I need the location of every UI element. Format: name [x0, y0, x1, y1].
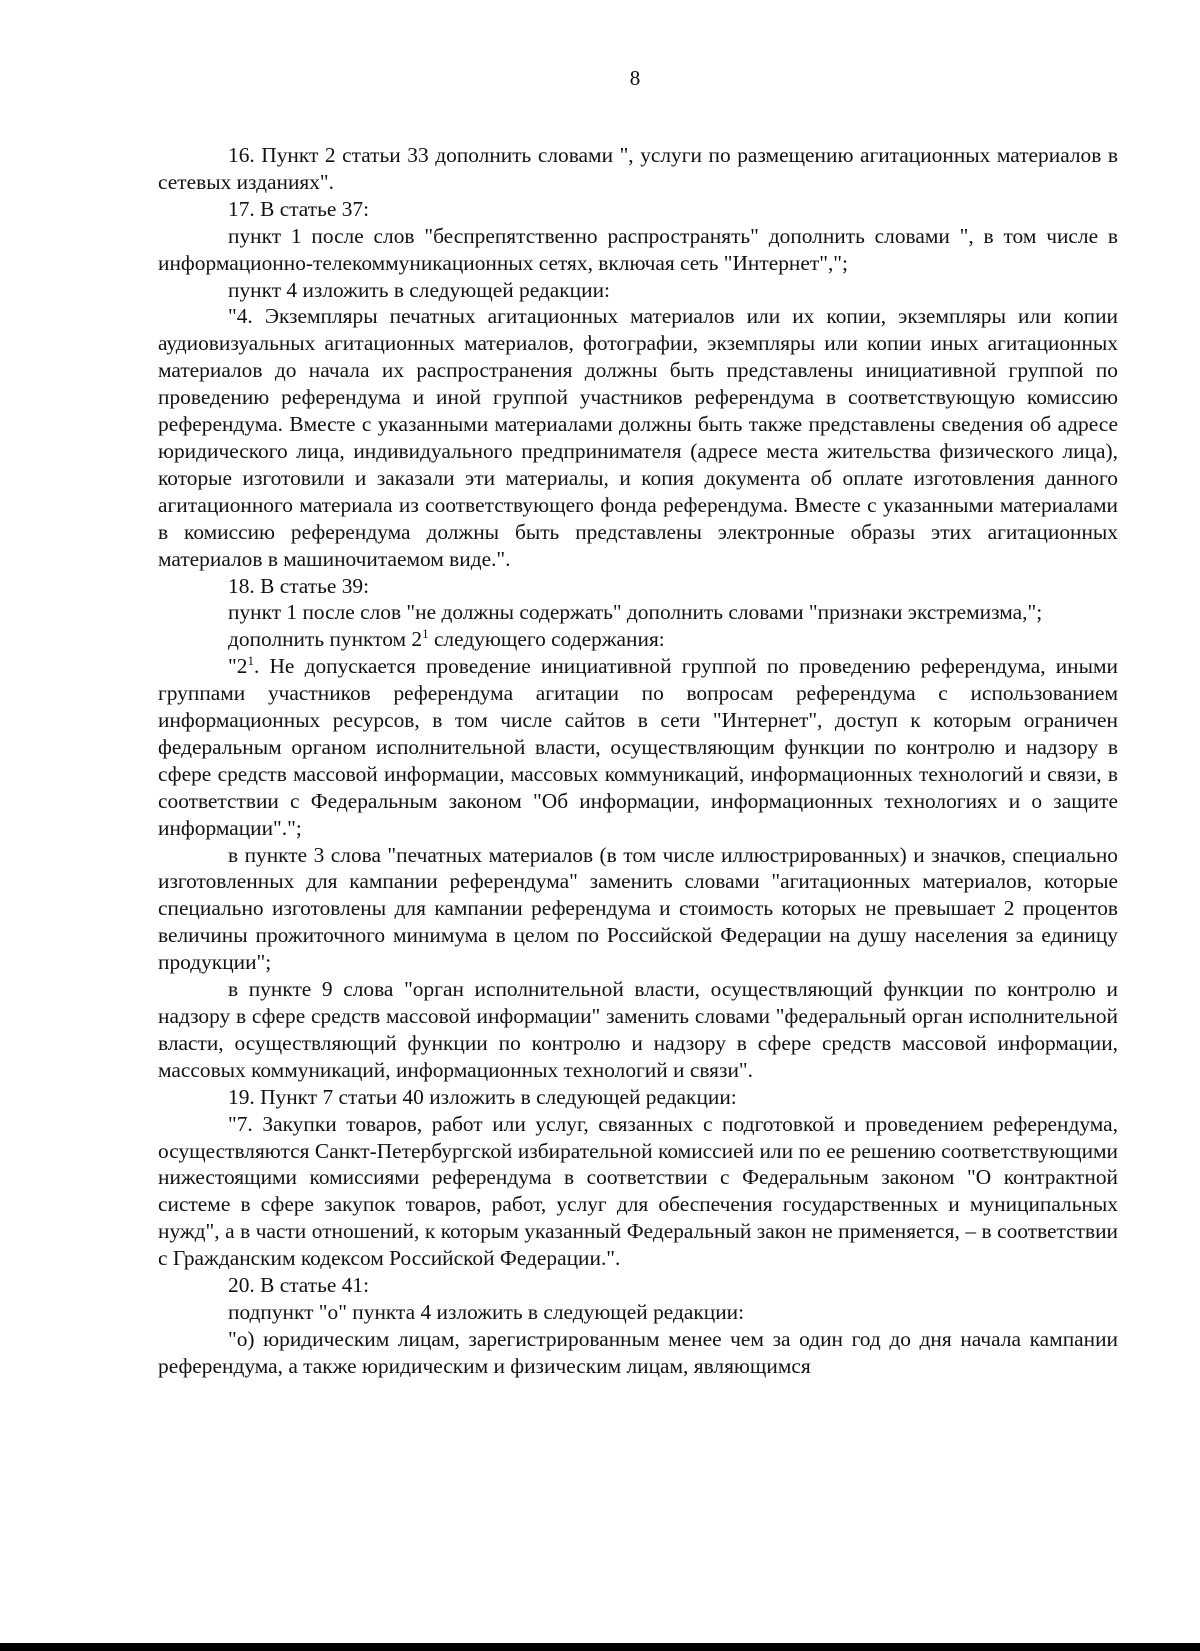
text-run: . Не допускается проведение инициативной группой по проведению референдума, иными группами участников референдума агитации по вопросам референдума с использованием информационных ресурсов, в том числе сайтов в сети "Интернет", доступ к которым ограничен федеральным органом исполнительной власти, осуществляющим функции по контролю и надзору в сфере средств массовой информации, массовых коммуникаций, информационных технологий и связи, в соответствии с Федеральным законом "Об информации, информационных технологиях и о защите информации"."; [158, 654, 1118, 840]
superscript: 1 [422, 626, 429, 642]
text-run: "2 [228, 654, 248, 679]
paragraph-item-16: 16. Пункт 2 статьи 33 дополнить словами ", услуги по размещению агитационных материалов в сетевых изданиях". [158, 143, 1118, 194]
page-number: 8 [629, 66, 641, 90]
paragraph-article-37-point-4-intro: пункт 4 изложить в следующей редакции: [228, 277, 610, 302]
paragraph-article-41-subpoint-o-text: "о) юридическим лицам, зарегистрированным менее чем за один год до дня начала кампании референдума, а также юридическим и физическим лицам, являющимся [158, 1326, 1118, 1378]
paragraph-article-41-subpoint-o-intro: подпункт "о" пункта 4 изложить в следующей редакции: [228, 1299, 745, 1324]
paragraph-item-17-heading: 17. В статье 37: [228, 196, 370, 221]
paragraph-article-39-point-9: в пункте 9 слова "орган исполнительной власти, осуществляющий функции по контролю и надзору в сфере средств массовой информации" заменить словами "федеральный орган исполнительной власти, осуществляющий функции по контролю и надзору в сфере средств массовой информации, массовых коммуникаций, информационных технологий и связи". [158, 977, 1118, 1082]
paragraph-article-39-add-point-2-1 [158, 626, 1118, 653]
paragraph-item-19-heading: 19. Пункт 7 статьи 40 изложить в следующей редакции: [228, 1084, 737, 1109]
paragraph-article-37-point-4-text: "4. Экземпляры печатных агитационных материалов или их копии, экземпляры или копии аудиовизуальных агитационных материалов, фотографии, экземпляры или копии иных агитационных материалов до начала их распространения должны быть представлены инициативной группой по проведению референдума и иной группой участников референдума в соответствующую комиссию референдума. Вместе с указанными материалами должны быть также представлены сведения об адресе юридического лица, индивидуального предпринимателя (адресе места жительства физического лица), которые изготовили и заказали эти материалы, и копия документа об оплате изготовления данного агитационного материала из соответствующего фонда референдума. Вместе с указанными материалами в комиссию референдума должны быть представлены электронные образы этих агитационных материалов в машиночитаемом виде.". [158, 304, 1118, 571]
paragraph-point-2-1-text [158, 653, 1118, 841]
paragraph-article-39-point-3: в пункте 3 слова "печатных материалов (в том числе иллюстрированных) и значков, специально изготовленных для кампании референдума" заменить словами "агитационных материалов, которые специально изготовлены для кампании референдума и стоимость которых не превышает 2 процентов величины прожиточного минимума в целом по Российской Федерации на душу населения за единицу продукции"; [158, 842, 1118, 975]
paragraph-item-18-heading: 18. В статье 39: [228, 573, 370, 598]
document-body [158, 142, 1118, 1380]
paragraph-item-20-heading: 20. В статье 41: [228, 1273, 370, 1298]
text-run: следующего содержания: [428, 627, 665, 652]
paragraph-article-37-point-1: пункт 1 после слов "беспрепятственно распространять" дополнить словами ", в том числе в информационно-телекоммуникационных сетях, включая сеть "Интернет","; [158, 223, 1118, 275]
text-run: дополнить пунктом 2 [228, 627, 423, 652]
superscript: 1 [247, 653, 254, 669]
paragraph-article-39-point-1: пункт 1 после слов "не должны содержать" дополнить словами "признаки экстремизма,"; [228, 600, 1043, 625]
scan-bottom-edge [0, 1643, 1200, 1651]
paragraph-article-40-point-7-text: "7. Закупки товаров, работ или услуг, связанных с подготовкой и проведением референдума, осуществляются Санкт-Петербургской избирательной комиссией или по ее решению соответствующими нижестоящими комиссиями референдума в соответствии с Федеральным законом "О контрактной системе в сфере закупок товаров, работ, услуг для обеспечения государственных и муниципальных нужд", а в части отношений, к которым указанный Федеральный закон не применяется, – в соответствии с Гражданским кодексом Российской Федерации.". [158, 1111, 1118, 1271]
